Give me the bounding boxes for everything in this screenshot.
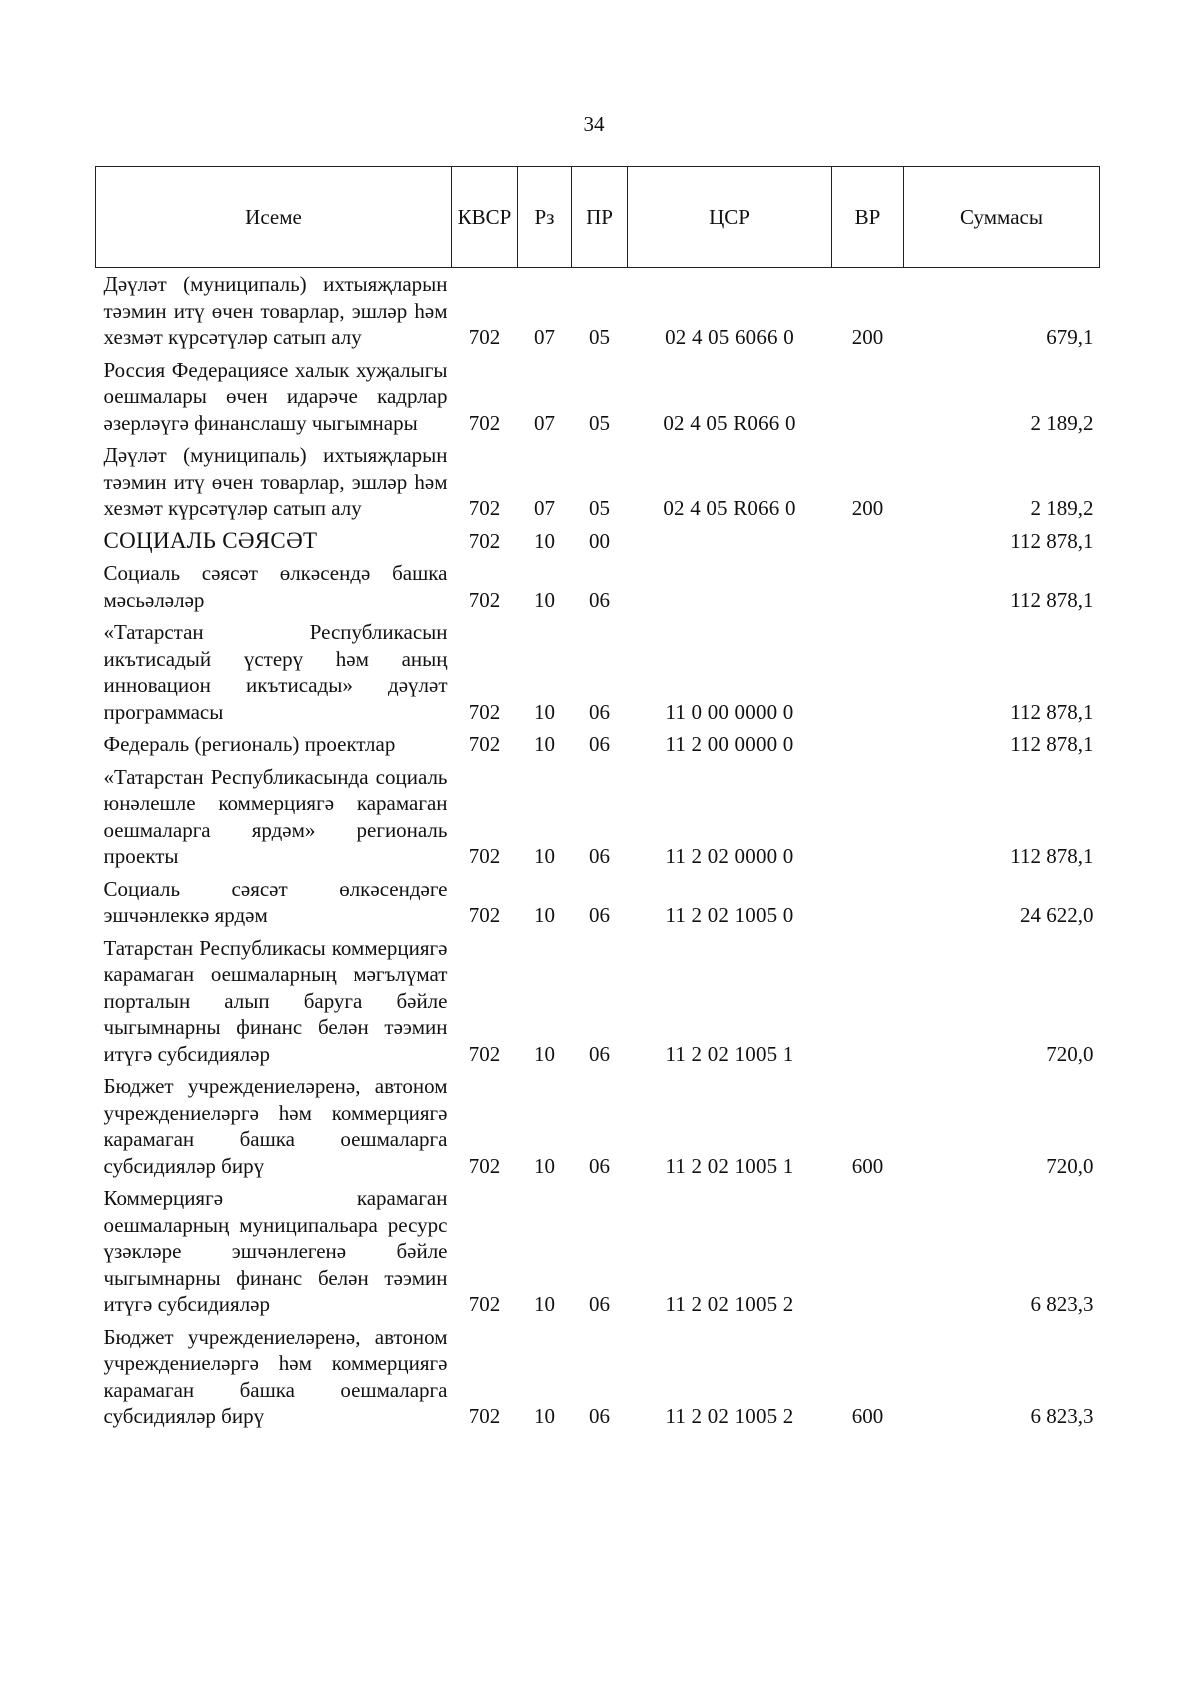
row-rz: 10 (534, 699, 555, 724)
row-name: Социаль сәясәт өлкәсендәге эшчәнлеккә ярдәм (103, 876, 448, 927)
row-name: Федераль (региональ) проектлар (103, 732, 396, 756)
row-kvsr: 702 (468, 699, 501, 724)
row-vr: 600 (851, 1404, 884, 1428)
row-csr (628, 557, 832, 616)
row-rz: 10 (534, 732, 555, 756)
table-row (96, 557, 1100, 616)
row-name: «Татарстан Республикасында социаль юнәлешле коммерциягә карамаган оешмаларга ярдәм» региональ проекты (103, 764, 448, 868)
row-vr (832, 873, 904, 932)
table-row (96, 761, 1100, 873)
row-kvsr: 702 (468, 903, 501, 927)
table-row (96, 1070, 1100, 1182)
row-kvsr: 702 (468, 1153, 501, 1178)
row-csr: 11 2 00 0000 0 (665, 732, 794, 756)
row-sum: 679,1 (1046, 325, 1094, 349)
row-name: Россия Федерациясе халык хуҗалыгы оешмалары өчен идарәче кадрлар әзерләүгә финанслашу чыгымнары (103, 357, 448, 435)
row-vr (832, 728, 904, 761)
table-row (96, 439, 1100, 525)
row-pr: 06 (589, 903, 610, 927)
table-row (96, 1182, 1100, 1321)
row-kvsr: 702 (468, 1041, 501, 1066)
page-number: 34 (583, 112, 605, 136)
header-rz: Рз (518, 167, 572, 268)
row-kvsr: 702 (468, 587, 501, 612)
row-rz: 07 (534, 410, 555, 435)
table-row (96, 932, 1100, 1071)
row-csr: 11 2 02 1005 0 (665, 903, 794, 927)
table-row (96, 268, 1100, 354)
table-row (96, 354, 1100, 440)
row-pr: 06 (589, 1041, 610, 1066)
row-csr: 11 2 02 1005 1 (665, 1153, 794, 1178)
row-sum: 112 878,1 (1010, 528, 1094, 553)
row-rz: 10 (534, 1153, 555, 1178)
table-row (96, 616, 1100, 728)
row-name: Дәүләт (муниципаль) ихтыяҗларын тәэмин итү өчен товарлар, эшләр һәм хезмәт күрсәтүләр сатып алу (103, 443, 448, 520)
row-vr (832, 616, 904, 728)
row-kvsr: 702 (468, 732, 501, 756)
row-vr (832, 761, 904, 873)
row-vr (832, 932, 904, 1071)
header-sum: Суммасы (904, 167, 1100, 268)
row-name: Бюджет учреждениеләренә, автоном учреждениеләргә һәм коммерциягә карамаган башка оешмаларга субсидияләр бирү (103, 1324, 448, 1428)
row-csr: 11 2 02 1005 2 (665, 1292, 794, 1316)
header-name: Исеме (96, 167, 452, 268)
row-pr: 06 (589, 1292, 610, 1316)
row-pr: 05 (589, 325, 610, 349)
row-csr: 02 4 05 6066 0 (665, 325, 794, 349)
row-rz: 10 (534, 528, 555, 553)
row-name: Коммерциягә карамаган оешмаларның муниципальара ресурс үзәкләре эшчәнлегенә бәйле чыгымнарны финанс белән тәэмин итүгә субсидияләр (103, 1186, 448, 1316)
row-sum: 720,0 (1046, 1041, 1094, 1066)
row-vr: 200 (851, 496, 884, 520)
row-kvsr: 702 (468, 844, 501, 868)
row-rz: 10 (534, 587, 555, 612)
header-pr: ПР (572, 167, 628, 268)
row-sum: 2 189,2 (1030, 410, 1094, 435)
row-vr (832, 354, 904, 440)
row-pr: 00 (589, 528, 610, 553)
row-name: Бюджет учреждениеләренә, автоном учреждениеләргә һәм коммерциягә карамаган башка оешмаларга субсидияләр бирү (103, 1074, 448, 1178)
row-vr (832, 525, 904, 558)
header-csr: ЦСР (628, 167, 832, 268)
table-row-section (96, 525, 1100, 558)
table-body (96, 268, 1100, 1433)
row-csr: 11 0 00 0000 0 (665, 699, 794, 724)
row-name: «Татарстан Республикасын икътисадый үстерү һәм аның инновацион икътисады» дәүләт программасы (103, 620, 448, 724)
row-sum: 6 823,3 (1030, 1404, 1094, 1428)
row-csr: 11 2 02 0000 0 (665, 844, 794, 868)
row-pr: 06 (589, 732, 610, 756)
row-rz: 10 (534, 903, 555, 927)
row-vr (832, 557, 904, 616)
row-sum: 112 878,1 (1010, 699, 1094, 724)
row-rz: 10 (534, 844, 555, 868)
row-sum: 112 878,1 (1010, 587, 1094, 612)
row-rz: 10 (534, 1404, 555, 1428)
row-vr (832, 1182, 904, 1321)
row-pr: 06 (589, 1404, 610, 1428)
row-rz: 07 (534, 496, 555, 520)
row-kvsr: 702 (468, 1292, 501, 1316)
row-pr: 06 (589, 1153, 610, 1178)
row-csr (628, 525, 832, 558)
row-rz: 10 (534, 1292, 555, 1316)
row-vr: 600 (851, 1153, 884, 1178)
row-csr: 11 2 02 1005 1 (665, 1041, 794, 1066)
budget-table (95, 166, 1100, 1433)
row-kvsr: 702 (468, 528, 501, 553)
row-rz: 10 (534, 1041, 555, 1066)
row-sum: 2 189,2 (1030, 496, 1094, 520)
row-pr: 06 (589, 699, 610, 724)
row-kvsr: 702 (468, 496, 501, 520)
row-sum: 24 622,0 (1020, 903, 1094, 927)
row-name: СОЦИАЛЬ СӘЯСӘТ (103, 527, 318, 553)
row-name: Татарстан Республикасы коммерциягә карамаган оешмаларның мәгълүмат порталын алып баруга бәйле чыгымнарны финанс белән тәэмин итүгә субсидияләр (103, 935, 448, 1066)
row-pr: 05 (589, 496, 610, 520)
row-pr: 06 (589, 587, 610, 612)
table-row (96, 728, 1100, 761)
row-rz: 07 (534, 325, 555, 349)
header-kvsr: КВСР (452, 167, 518, 268)
row-sum: 112 878,1 (1010, 844, 1094, 868)
row-sum: 720,0 (1046, 1153, 1094, 1178)
header-vr: ВР (832, 167, 904, 268)
row-csr: 02 4 05 R066 0 (663, 410, 796, 435)
table-row (96, 873, 1100, 932)
row-name: Социаль сәясәт өлкәсендә башка мәсьәләләр (103, 561, 448, 612)
row-pr: 06 (589, 844, 610, 868)
table-header (96, 167, 1100, 268)
row-kvsr: 702 (468, 1404, 501, 1428)
row-name: Дәүләт (муниципаль) ихтыяҗларын тәэмин итү өчен товарлар, эшләр һәм хезмәт күрсәтүләр сатып алу (103, 272, 448, 349)
row-kvsr: 702 (468, 325, 501, 349)
row-kvsr: 702 (468, 410, 501, 435)
table-row (96, 1321, 1100, 1433)
row-sum: 6 823,3 (1030, 1292, 1094, 1316)
row-pr: 05 (589, 410, 610, 435)
row-vr: 200 (851, 325, 884, 349)
row-csr: 02 4 05 R066 0 (663, 496, 796, 520)
row-csr: 11 2 02 1005 2 (665, 1404, 794, 1428)
row-sum: 112 878,1 (1010, 732, 1094, 756)
